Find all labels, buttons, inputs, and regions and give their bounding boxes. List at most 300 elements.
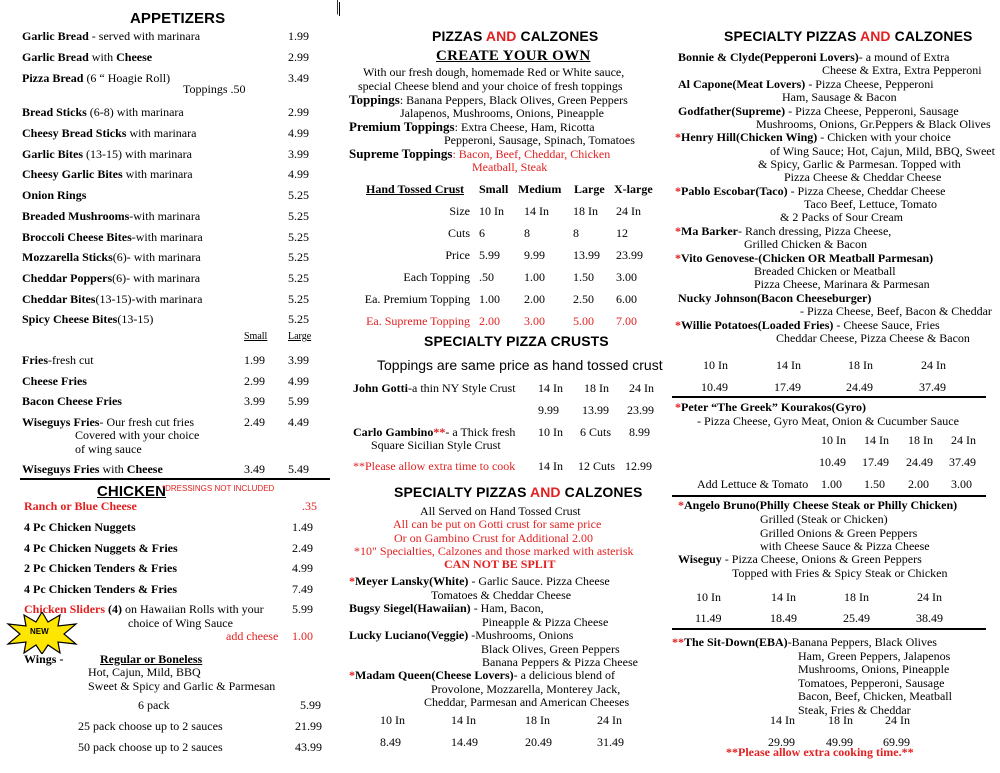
chicken-item-part: 2 Pc Chicken Tenders & Fries (24, 561, 177, 575)
appetizer-item (22, 209, 200, 224)
appetizer-item (22, 167, 193, 182)
peter-desc: - Pizza Cheese, Gyro Meat, Onion & Cucumber Sauce (697, 414, 959, 428)
specialty-right-item-part: * (675, 224, 681, 238)
specialty-right-item-part: - Chicken with your choice (817, 130, 951, 144)
appetizer-item (22, 29, 200, 44)
table-cell: 6 (479, 226, 485, 240)
specialty-right-item-part: Vito Genovese-(Chicken OR Meatball Parmesan) (681, 251, 934, 265)
mid-size: 14 In (451, 713, 476, 727)
appetizer-item-part: with marinara (122, 167, 193, 181)
appetizers-title: APPETIZERS (130, 10, 226, 27)
specialty-right-item-part: Al Capone(Meat Lovers) (678, 77, 806, 91)
table-cell: 6.00 (616, 292, 637, 306)
pizzas-title: PIZZAS AND CALZONES (432, 28, 599, 44)
table-header-xlarge: X-large (614, 182, 653, 196)
sliders-row: Chicken Sliders (4) on Hawaiian Rolls with your (24, 602, 264, 616)
appetizer-item (22, 188, 86, 203)
angelo-row: *Angelo Bruno(Philly Cheese Steak or Philly Chicken) (678, 498, 958, 512)
specialty-right-item (675, 130, 951, 145)
ranch-row: Ranch or Blue Cheese (24, 499, 137, 513)
chicken-price: 2.49 (292, 541, 313, 555)
specialty-mid-desc: Provolone, Mozzarella, Monterey Jack, (431, 682, 621, 696)
specialty-right-desc: Pizza Cheese & Cheddar Cheese (784, 170, 942, 184)
chicken-item (24, 582, 177, 597)
table-cell: 14 In (524, 204, 549, 218)
chicken-title: CHICKEN (97, 483, 167, 500)
sitdown-note: **Please allow extra cooking time.** (726, 745, 914, 759)
appetizer-item-part: Garlic Bites (22, 147, 83, 161)
mid-size: 24 In (597, 713, 622, 727)
table-cell: 1.50 (573, 270, 594, 284)
sitdown-l5: Bacon, Beef, Chicken, Meatball (798, 689, 952, 703)
wiseguy-l2: Topped with Fries & Spicy Steak or Chicken (732, 566, 948, 580)
appetizer-item-part: Broccoli Cheese Bites (22, 230, 132, 244)
fries-item-part: Fries (22, 353, 48, 367)
sitdown-price: 29.99 (768, 735, 795, 749)
appetizer-price: 2.99 (288, 50, 309, 64)
mid-size: 10 In (380, 713, 405, 727)
wings-pack: 50 pack choose up to 2 sauces (78, 740, 223, 754)
right-size: 14 In (776, 358, 801, 372)
right-size: 18 In (848, 358, 873, 372)
wings-pack: 6 pack (138, 698, 170, 712)
sitdown-l6: Steak, Fries & Cheddar (798, 703, 911, 717)
gotti-c2: 18 In (584, 381, 609, 395)
gambino-c3: 8.99 (629, 425, 650, 439)
appetizer-item-part: Mozzarella Sticks (22, 250, 113, 264)
table-cell: .50 (479, 270, 494, 284)
right-size: 24 In (921, 358, 946, 372)
specialty-right-title: SPECIALTY PIZZAS AND CALZONES (724, 28, 973, 44)
fries-small-price: 2.49 (244, 415, 265, 429)
appetizer-item (22, 147, 192, 162)
specialty-mid-item (349, 668, 615, 683)
mid-price: 14.49 (451, 735, 478, 749)
size-large-label: Large (288, 331, 312, 342)
peter-size: 18 In (908, 433, 933, 447)
table-row-label: Each Topping (403, 270, 470, 284)
table-cell: 12 (616, 226, 628, 240)
mid-price: 20.49 (525, 735, 552, 749)
fries-small-price: 3.99 (244, 394, 265, 408)
appetizer-item (22, 271, 200, 286)
toppings-note: Toppings .50 (183, 82, 246, 96)
wiseguy-size: 14 In (771, 590, 796, 604)
table-cell: 18 In (573, 204, 598, 218)
crusts-subtitle: Toppings are same price as hand tossed crust (377, 357, 663, 373)
appetizer-item-part: (13-15) with marinara (82, 147, 192, 161)
specialty-right-desc: Cheddar Cheese, Pizza Cheese & Bacon (776, 331, 970, 345)
appetizer-price: 4.99 (288, 126, 309, 140)
right-price: 24.49 (846, 380, 873, 394)
peter-addon-price: 1.50 (864, 477, 885, 491)
specialty-mid-item-part: Bugsy Siegel(Hawaiian) (349, 601, 471, 615)
specialty-mid-desc: Black Olives, Green Peppers (481, 642, 620, 656)
sitdown-l3: Mushrooms, Onions, Pineapple (798, 662, 950, 676)
sliders-addon: add cheese (226, 629, 279, 643)
table-cell: 5.99 (479, 248, 500, 262)
appetizer-item (22, 292, 202, 307)
wings-label: Wings - (24, 652, 64, 666)
gotti-row: John Gotti-a thin NY Style Crust (353, 381, 516, 395)
fries-small-price: 3.49 (244, 462, 265, 476)
mid-price: 31.49 (597, 735, 624, 749)
appetizer-item-part: with marinara (126, 126, 197, 140)
wings-pack-price: 21.99 (295, 719, 322, 733)
specialty-right-item-part: - Pizza Cheese, Pepperoni (805, 77, 934, 91)
fries-item-part: -fresh cut (48, 353, 94, 367)
appetizer-price: 3.99 (288, 147, 309, 161)
wiseguy-size: 10 In (696, 590, 721, 604)
toppings-line2: Jalapenos, Mushrooms, Onions, Pineapple (400, 106, 604, 120)
page-marker: | (336, 0, 340, 15)
appetizer-item-part: Cheddar Poppers (22, 271, 113, 285)
gambino-desc2: Square Sicilian Style Crust (371, 438, 501, 452)
spec-red4: CAN NOT BE SPLIT (444, 557, 556, 571)
appetizer-item-part: Breaded Mushrooms (22, 209, 130, 223)
table-header-small: Small (479, 182, 509, 196)
specialty-right-item-part: Henry Hill(Chicken Wing) (681, 130, 818, 144)
specialty-right-desc: of Wing Sauce; Hot, Cajun, Mild, BBQ, Sweet (770, 144, 995, 158)
divider-sitdown (672, 628, 986, 630)
cyo-title: CREATE YOUR OWN (436, 48, 591, 64)
wiseguy-row: Wiseguy - Pizza Cheese, Onions & Green Peppers (678, 552, 922, 566)
specialty-right-item-part: Nucky Johnson(Bacon Cheeseburger) (678, 291, 872, 305)
sitdown-size: 18 In (828, 713, 853, 727)
sitdown-row: **The Sit-Down(EBA)-Banana Peppers, Black Olives (672, 635, 937, 649)
appetizer-item-part: Pizza Bread (22, 71, 84, 85)
peter-row: *Peter “The Greek” Kourakos(Gyro) (675, 400, 866, 414)
new-badge-label: NEW (30, 627, 49, 636)
wiseguy-price: 11.49 (695, 611, 722, 625)
specialty-mid-desc: Banana Peppers & Pizza Cheese (482, 655, 638, 669)
specialty-right-desc: Pizza Cheese, Marinara & Parmesan (754, 277, 930, 291)
appetizer-price: 5.25 (288, 312, 309, 326)
chicken-item (24, 520, 136, 535)
specialty-right-item-part: Godfather(Supreme) (678, 104, 786, 118)
fries-item (22, 353, 94, 368)
peter-price: 24.49 (906, 455, 933, 469)
appetizer-item (22, 126, 196, 141)
specialty-right-item-part: - a mound of Extra (858, 50, 950, 64)
wings-pack: 25 pack choose up to 2 sauces (78, 719, 223, 733)
wings-pack-price: 43.99 (295, 740, 322, 754)
appetizer-item-part: Cheesy Bread Sticks (22, 126, 127, 140)
peter-size: 10 In (821, 433, 846, 447)
specialty-right-item-part: * (675, 130, 681, 144)
table-header-large: Large (574, 182, 605, 196)
appetizer-item-part: (6-8) with marinara (86, 105, 184, 119)
fries-item-part: Cheese Fries (22, 374, 87, 388)
peter-addon-price: 2.00 (908, 477, 929, 491)
table-cell: 7.00 (616, 314, 637, 328)
fries-item (22, 394, 122, 409)
spec-red1: All can be put on Gotti crust for same price (393, 517, 602, 531)
sitdown-size: 24 In (885, 713, 910, 727)
appetizer-item-part: - served with marinara (88, 29, 201, 43)
appetizer-price: 5.25 (288, 250, 309, 264)
appetizer-item-part: with (88, 50, 117, 64)
specialty-right-item-part: - Pizza Cheese, Cheddar Cheese (787, 184, 946, 198)
table-cell: 2.00 (479, 314, 500, 328)
wiseguy-fries-line3: of wing sauce (75, 442, 142, 456)
wiseguy-size: 18 In (844, 590, 869, 604)
table-cell: 8 (573, 226, 579, 240)
fries-item-part: Wiseguys Fries (22, 415, 100, 429)
specialty-mid-item-part: - Garlic Sauce. Pizza Cheese (468, 574, 610, 588)
specialty-right-desc: Mushrooms, Onions, Gr.Peppers & Black Olives (756, 117, 991, 131)
appetizer-item-part: (13-15) (117, 312, 154, 326)
table-cell: 5.00 (573, 314, 594, 328)
specialty-right-item-part: Willie Potatoes(Loaded Fries) (681, 318, 834, 332)
appetizer-item-part: Cheesy Garlic Bites (22, 167, 123, 181)
table-cell: 24 In (616, 204, 641, 218)
table-cell: 1.00 (479, 292, 500, 306)
specialty-right-desc: - Pizza Cheese, Beef, Bacon & Cheddar (800, 304, 992, 318)
appetizer-item-part: Garlic Bread (22, 29, 89, 43)
fries-large-price: 4.49 (288, 415, 309, 429)
specialty-right-item-part: * (675, 184, 681, 198)
divider-peter (672, 396, 986, 398)
appetizer-price: 2.99 (288, 105, 309, 119)
table-cell: 9.99 (524, 248, 545, 262)
appetizer-item-part: Spicy Cheese Bites (22, 312, 118, 326)
premium-line2: Pepperoni, Sausage, Spinach, Tomatoes (444, 133, 635, 147)
peter-price: 10.49 (819, 455, 846, 469)
fries-item-part: Cheese (126, 462, 163, 476)
sitdown-price: 69.99 (883, 735, 910, 749)
appetizer-item (22, 105, 184, 120)
right-price: 10.49 (701, 380, 728, 394)
chicken-price: 1.49 (292, 520, 313, 534)
specialty-mid-desc: Pineapple & Pizza Cheese (482, 615, 609, 629)
table-row-label: Ea. Supreme Topping (366, 314, 470, 328)
appetizer-price: 4.99 (288, 167, 309, 181)
table-row-label: Price (445, 248, 470, 262)
specialty-right-desc: Grilled Chicken & Bacon (744, 237, 867, 251)
wings-pack-price: 5.99 (300, 698, 321, 712)
fries-large-price: 3.99 (288, 353, 309, 367)
cyo-line1: With our fresh dough, homemade Red or White sauce, (363, 65, 625, 79)
appetizer-item-part: Garlic Bread (22, 50, 89, 64)
fries-item (22, 462, 163, 477)
gotti-c1: 14 In (538, 381, 563, 395)
table-header-crust: Hand Tossed Crust (366, 182, 465, 196)
specialty-mid-item-part: - a delicious blend of (513, 668, 615, 682)
specialty-right-desc: Taco Beef, Lettuce, Tomato (804, 197, 938, 211)
chicken-item-part: 4 Pc Chicken Nuggets (24, 520, 136, 534)
cook-time-note: **Please allow extra time to cook (353, 459, 516, 473)
appetizer-item (22, 71, 170, 86)
served-note: All Served on Hand Tossed Crust (420, 504, 581, 518)
specialty-mid-desc: Cheddar, Parmesan and American Cheeses (424, 695, 630, 709)
specialty-mid-desc: Tomatoes & Cheddar Cheese (431, 588, 572, 602)
divider-chicken (20, 478, 330, 480)
sliders-desc2: choice of Wing Sauce (128, 616, 233, 630)
appetizer-item-part: (6 “ Hoagie Roll) (83, 71, 171, 85)
specialty-right-item-part: - Cheese Sauce, Fries (833, 318, 940, 332)
gambino-row: Carlo Gambino**- a Thick fresh (353, 425, 516, 439)
appetizer-item (22, 50, 152, 65)
dressings-note: *DRESSINGS NOT INCLUDED (162, 484, 275, 493)
sitdown-size: 14 In (770, 713, 795, 727)
table-cell: 23.99 (616, 248, 643, 262)
fries-large-price: 4.99 (288, 374, 309, 388)
appetizer-item-part: -with marinara (131, 230, 203, 244)
note-row-c3: 12.99 (625, 459, 652, 473)
specialty-right-item-part: Bonnie & Clyde(Pepperoni Lovers) (678, 50, 859, 64)
fries-small-price: 2.99 (244, 374, 265, 388)
fries-item-part: - Our fresh cut fries (99, 415, 195, 429)
right-price: 37.49 (919, 380, 946, 394)
specialty-right-item-part: - Pizza Cheese, Pepperoni, Sausage (785, 104, 959, 118)
appetizer-item-part: (6)- with marinara (112, 250, 201, 264)
fries-item-part: Wiseguys Fries (22, 462, 100, 476)
appetizer-price: 1.99 (288, 29, 309, 43)
table-header-medium: Medium (518, 182, 562, 196)
appetizer-item (22, 230, 203, 245)
appetizer-price: 5.25 (288, 292, 309, 306)
fries-item-part: with (99, 462, 127, 476)
wings-sauces2: Sweet & Spicy and Garlic & Parmesan (88, 679, 276, 693)
appetizer-price: 3.49 (288, 71, 309, 85)
appetizer-price: 5.25 (288, 188, 309, 202)
table-cell: 10 In (479, 204, 504, 218)
peter-price: 37.49 (949, 455, 976, 469)
marker-line (339, 2, 340, 16)
gotti-p2: 13.99 (582, 403, 609, 417)
chicken-price: 7.49 (292, 582, 313, 596)
table-cell: 2.00 (524, 292, 545, 306)
table-row-label: Cuts (447, 226, 470, 240)
sitdown-l2: Ham, Green Peppers, Jalapenos (798, 649, 951, 663)
table-row-label: Ea. Premium Topping (364, 292, 470, 306)
specialty-mid-item (349, 601, 544, 616)
table-cell: 3.00 (524, 314, 545, 328)
fries-large-price: 5.99 (288, 394, 309, 408)
divider-angelo (672, 495, 986, 497)
ranch-price: .35 (302, 499, 317, 513)
appetizer-item-part: -with marinara (129, 209, 201, 223)
table-cell: 3.00 (616, 270, 637, 284)
specialty-mid-item-part: * (349, 574, 355, 588)
wiseguy-fries-line2: Covered with your choice (75, 428, 200, 442)
sliders-addon-price: 1.00 (292, 629, 313, 643)
chicken-item (24, 541, 178, 556)
specialty-mid-title: SPECIALTY PIZZAS AND CALZONES (394, 484, 643, 500)
right-size: 10 In (703, 358, 728, 372)
mid-size: 18 In (525, 713, 550, 727)
cyo-line2: special Cheese blend and your choice of fresh toppings (358, 79, 623, 93)
table-cell: 2.50 (573, 292, 594, 306)
angelo-l4: with Cheese Sauce & Pizza Cheese (760, 539, 930, 553)
specialty-right-desc: & Spicy, Garlic & Parmesan. Topped with (758, 157, 961, 171)
appetizer-item (22, 312, 153, 327)
gotti-c3: 24 In (629, 381, 654, 395)
peter-addon-price: 1.00 (821, 477, 842, 491)
appetizer-price: 5.25 (288, 271, 309, 285)
note-row-c1: 14 In (538, 459, 563, 473)
wiseguy-size: 24 In (917, 590, 942, 604)
specialty-right-item-part: Ma Barker (681, 224, 738, 238)
fries-large-price: 5.49 (288, 462, 309, 476)
appetizer-item-part: Onion Rings (22, 188, 87, 202)
specialty-right-item-part: * (675, 318, 681, 332)
gotti-p1: 9.99 (538, 403, 559, 417)
specialty-mid-item-part: - Ham, Bacon, (470, 601, 544, 615)
peter-price: 17.49 (862, 455, 889, 469)
note-row-c2: 12 Cuts (578, 459, 616, 473)
sitdown-l4: Tomatoes, Pepperoni, Sausage (798, 676, 945, 690)
specialty-right-item-part: * (675, 251, 681, 265)
appetizer-item-part: (13-15)-with marinara (95, 292, 203, 306)
specialty-mid-item-part: Lucky Luciano(Veggie) (349, 628, 469, 642)
appetizer-item-part: Bread Sticks (22, 105, 87, 119)
chicken-item (24, 561, 177, 576)
supreme-line1: Supreme Toppings: Bacon, Beef, Cheddar, Chicken (349, 146, 611, 161)
appetizer-item-part: Cheese (116, 50, 153, 64)
peter-size: 14 In (864, 433, 889, 447)
chicken-item-part: 4 Pc Chicken Nuggets & Fries (24, 541, 178, 555)
appetizer-price: 5.25 (288, 209, 309, 223)
specialty-mid-item (349, 628, 573, 643)
premium-line1: Premium Toppings: Extra Cheese, Ham, Ricotta (349, 119, 595, 134)
wiseguy-price: 25.49 (843, 611, 870, 625)
supreme-line2: Meatball, Steak (472, 160, 548, 174)
gambino-c2: 6 Cuts (580, 425, 612, 439)
specialty-right-desc: Ham, Sausage & Bacon (782, 90, 897, 104)
specialty-mid-item-part: -Mushrooms, Onions (468, 628, 574, 642)
crusts-title: SPECIALTY PIZZA CRUSTS (424, 333, 609, 349)
spec-red2: Or on Gambino Crust for Additional 2.00 (394, 531, 593, 545)
specialty-right-desc: Breaded Chicken or Meatball (754, 264, 896, 278)
specialty-right-desc: Cheese & Extra, Extra Pepperoni (822, 63, 982, 77)
specialty-mid-item-part: Madam Queen(Cheese Lovers) (355, 668, 514, 682)
specialty-mid-item-part: Meyer Lansky(White) (355, 574, 469, 588)
chicken-item-part: 4 Pc Chicken Tenders & Fries (24, 582, 177, 596)
right-price: 17.49 (774, 380, 801, 394)
table-cell: 13.99 (573, 248, 600, 262)
toppings-line1: Toppings: Banana Peppers, Black Olives, Green Peppers (349, 92, 628, 107)
peter-addon-price: 3.00 (951, 477, 972, 491)
gotti-p3: 23.99 (627, 403, 654, 417)
appetizer-item (22, 250, 201, 265)
specialty-mid-item-part: * (349, 668, 355, 682)
table-row-label: Size (449, 204, 470, 218)
angelo-l3: Grilled Onions & Green Peppers (760, 526, 918, 540)
specialty-mid-item (349, 574, 610, 589)
angelo-l2: Grilled (Steak or Chicken) (760, 512, 888, 526)
appetizer-item-part: (6)- with marinara (112, 271, 201, 285)
wings-sauces1: Hot, Cajun, Mild, BBQ (88, 665, 201, 679)
size-small-label: Small (244, 331, 268, 342)
appetizer-price: 5.25 (288, 230, 309, 244)
mid-price: 8.49 (380, 735, 401, 749)
gambino-c1: 10 In (538, 425, 563, 439)
specialty-right-item-part: - Ranch dressing, Pizza Cheese, (737, 224, 892, 238)
sitdown-price: 49.99 (826, 735, 853, 749)
table-cell: 1.00 (524, 270, 545, 284)
table-cell: 8 (524, 226, 530, 240)
specialty-right-item-part: Pablo Escobar(Taco) (681, 184, 788, 198)
spec-red3: *10" Specialties, Calzones and those marked with asterisk (354, 544, 634, 558)
wings-style: Regular or Boneless (100, 652, 203, 666)
chicken-price: 4.99 (292, 561, 313, 575)
wiseguy-price: 18.49 (770, 611, 797, 625)
wiseguy-price: 38.49 (916, 611, 943, 625)
peter-size: 24 In (951, 433, 976, 447)
appetizer-item-part: Cheddar Bites (22, 292, 96, 306)
